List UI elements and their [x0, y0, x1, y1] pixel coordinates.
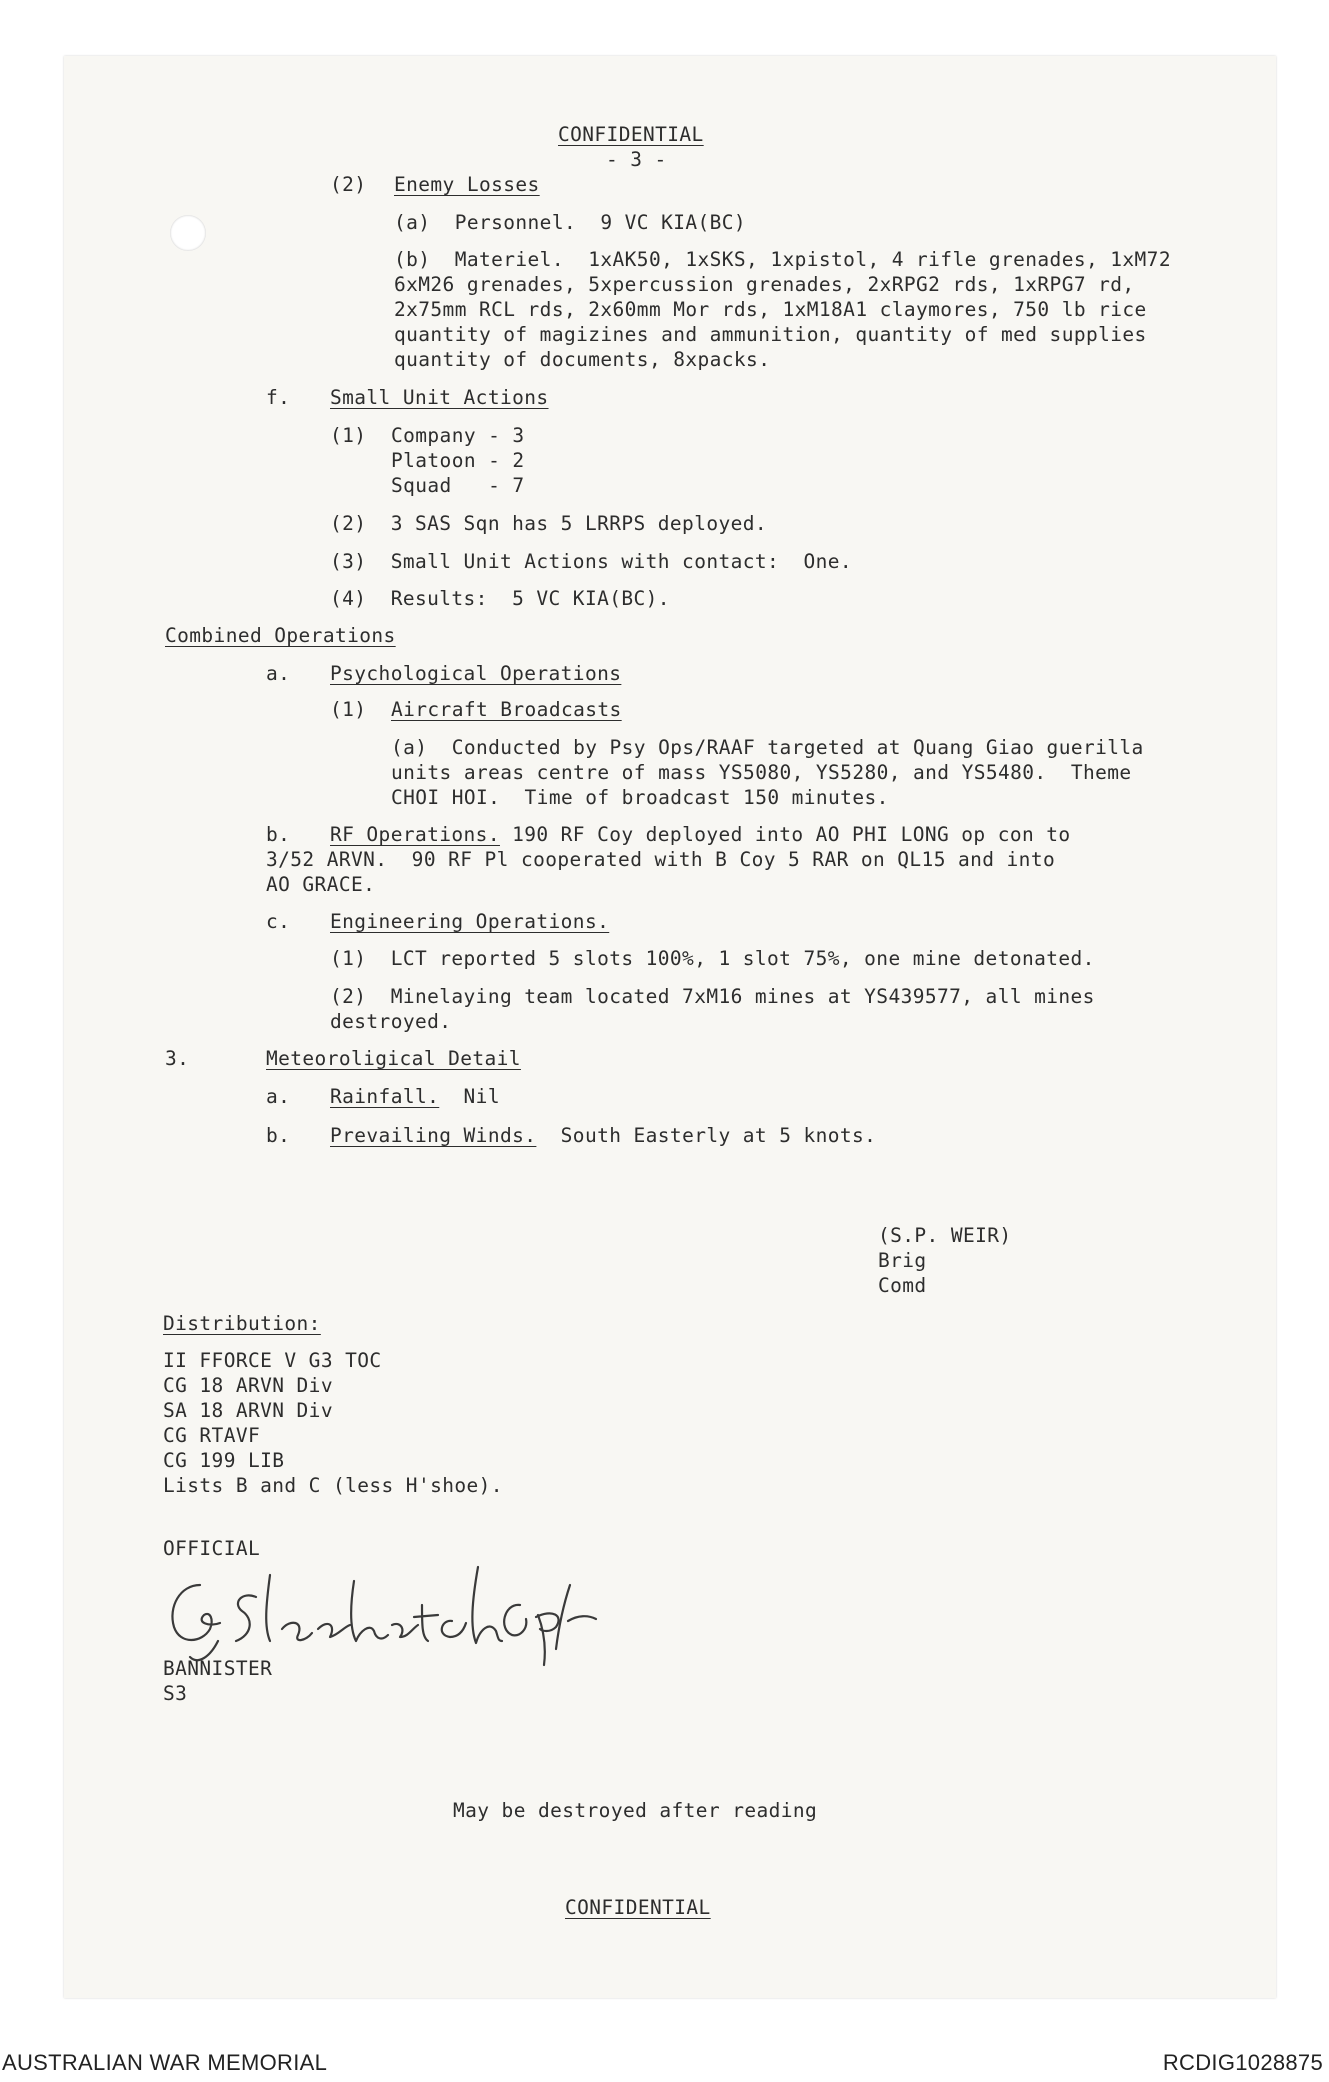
small-unit-actions-heading: Small Unit Actions: [330, 386, 549, 409]
materiel-line: quantity of magizines and ammunition, quantity of med supplies: [394, 323, 1147, 346]
meteorological-heading: Meteoroligical Detail: [266, 1047, 521, 1070]
combined-operations-heading: Combined Operations: [165, 624, 396, 647]
enemy-losses-number: (2): [330, 173, 367, 196]
winds-label: Prevailing Winds.: [330, 1124, 537, 1147]
minelaying-line: (2) Minelaying team located 7xM16 mines at YS439577, all mines: [330, 985, 1095, 1008]
winds-value: South Easterly at 5 knots.: [536, 1124, 877, 1147]
rainfall-line: [330, 1084, 500, 1109]
distribution-item: CG 18 ARVN Div: [163, 1374, 333, 1397]
rainfall-value: Nil: [439, 1085, 500, 1108]
materiel-line: 6xM26 grenades, 5xpercussion grenades, 2xRPG2 rds, 1xRPG7 rd,: [394, 273, 1135, 296]
engineering-heading: Engineering Operations.: [330, 910, 610, 933]
rf-ops-heading: RF Operations.: [330, 823, 500, 846]
signatory-role: Comd: [878, 1274, 927, 1297]
sas-line: (2) 3 SAS Sqn has 5 LRRPS deployed.: [330, 512, 768, 535]
section-letter: a.: [266, 662, 291, 685]
minelaying-line: destroyed.: [330, 1010, 452, 1033]
psyops-heading: Psychological Operations: [330, 662, 622, 685]
enemy-losses-heading: Enemy Losses: [394, 173, 540, 196]
psyops-line: (a) Conducted by Psy Ops/RAAF targeted at Quang Giao guerilla: [391, 736, 1144, 759]
aircraft-broadcasts-heading: Aircraft Broadcasts: [391, 698, 622, 721]
rf-ops-line: AO GRACE.: [266, 873, 376, 896]
distribution-item: Lists B and C (less H'shoe).: [163, 1474, 503, 1497]
rainfall-label: Rainfall.: [330, 1085, 440, 1108]
personnel-line: (a) Personnel. 9 VC KIA(BC): [394, 211, 747, 234]
item-number: (1): [330, 698, 367, 721]
item-number: (1): [330, 424, 367, 447]
psyops-line: CHOI HOI. Time of broadcast 150 minutes.: [391, 786, 889, 809]
section-letter: b.: [266, 823, 291, 846]
distribution-item: II FFORCE V G3 TOC: [163, 1349, 382, 1372]
section-letter: f.: [266, 386, 291, 409]
rf-ops-line: [330, 822, 1071, 847]
distribution-item: CG 199 LIB: [163, 1449, 285, 1472]
section-letter: a.: [266, 1085, 291, 1108]
unit-count-line: Company - 3: [391, 424, 525, 447]
psyops-line: units areas centre of mass YS5080, YS5280, and YS5480. Theme: [391, 761, 1132, 784]
archive-name: AUSTRALIAN WAR MEMORIAL: [2, 2050, 328, 2075]
punch-hole: [170, 215, 206, 251]
distribution-item: SA 18 ARVN Div: [163, 1399, 333, 1422]
winds-line: [330, 1123, 876, 1148]
official-name: BANNISTER: [163, 1657, 273, 1680]
destroy-note: May be destroyed after reading: [453, 1799, 818, 1822]
section-number: 3.: [165, 1047, 190, 1070]
materiel-line: quantity of documents, 8xpacks.: [394, 348, 771, 371]
section-letter: c.: [266, 910, 291, 933]
contact-line: (3) Small Unit Actions with contact: One.: [330, 550, 853, 573]
signatory-name: (S.P. WEIR): [878, 1224, 1012, 1247]
official-role: S3: [163, 1682, 188, 1705]
archive-reference: RCDIG1028875: [1162, 2050, 1323, 2075]
official-label: OFFICIAL: [163, 1537, 261, 1560]
header-classification: CONFIDENTIAL: [558, 123, 704, 146]
unit-count-line: Squad - 7: [391, 474, 525, 497]
rf-ops-line: 3/52 ARVN. 90 RF Pl cooperated with B Coy 5 RAR on QL15 and into: [266, 848, 1056, 871]
rf-ops-text: 190 RF Coy deployed into AO PHI LONG op con to: [499, 823, 1071, 846]
materiel-line: 2x75mm RCL rds, 2x60mm Mor rds, 1xM18A1 claymores, 750 lb rice: [394, 298, 1147, 321]
materiel-line: (b) Materiel. 1xAK50, 1xSKS, 1xpistol, 4 rifle grenades, 1xM72: [394, 248, 1171, 271]
unit-count-line: Platoon - 2: [391, 449, 525, 472]
distribution-heading: Distribution:: [163, 1312, 321, 1335]
section-letter: b.: [266, 1124, 291, 1147]
results-line: (4) Results: 5 VC KIA(BC).: [330, 587, 670, 610]
page-number: - 3 -: [606, 148, 667, 171]
footer-classification: CONFIDENTIAL: [565, 1896, 711, 1919]
distribution-item: CG RTAVF: [163, 1424, 261, 1447]
lct-line: (1) LCT reported 5 slots 100%, 1 slot 75%, one mine detonated.: [330, 947, 1095, 970]
handwritten-signature: [160, 1545, 600, 1670]
signatory-rank: Brig: [878, 1249, 927, 1272]
